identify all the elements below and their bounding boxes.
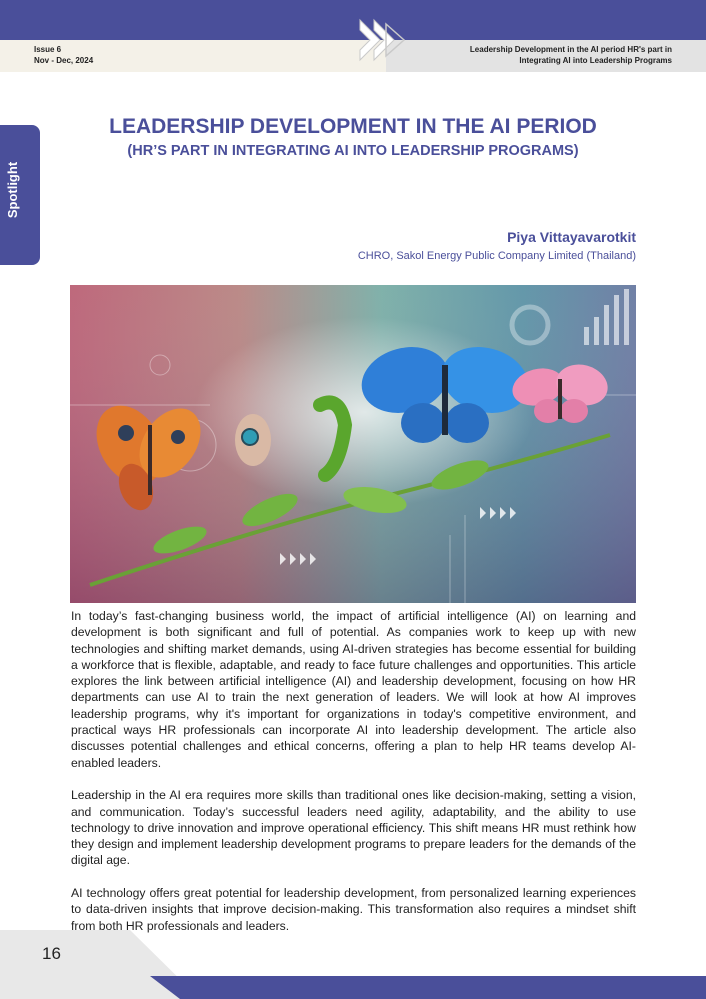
issue-date: Nov - Dec, 2024 [34,56,94,65]
section-tab-label: Spotlight [5,161,20,219]
article-subtitle: (HR’S PART IN INTEGRATING AI INTO LEADERSHIP PROGRAMS) [127,143,579,159]
hero-illustration [70,285,636,603]
page-number: 16 [42,944,61,963]
running-title-line2: Integrating AI into Leadership Programs [519,56,672,65]
article-title: LEADERSHIP DEVELOPMENT IN THE AI PERIOD [109,115,597,138]
section-tab [0,125,40,265]
issue-info [34,44,93,66]
running-title-line1: Leadership Development in the AI period HR's part in [469,45,672,54]
author-affiliation: CHRO, Sakol Energy Public Company Limited (Thailand) [357,250,636,262]
body-paragraph-1: In today’s fast-changing business world, the impact of artificial intelligence (AI) on learning and development is both significant and full of potential. As companies work to keep up with new technologies and shifting market demands, using AI-driven strategies has become essential for building a workforce that is flexible, adaptable, and ready to face future challenges and opportunities. This article explores the link between artificial intelligence (AI) and leadership development, focusing on how HR departments can use AI to train the next generation of leaders. We will look at how AI improves leadership programs, why it's important for organizations in today's competitive environment, and practical ways HR professionals can incorporate AI into leadership development. The article also discusses potential challenges and ethical concerns, offering a plan to help HR teams develop AI-enabled leaders. [71,609,636,770]
body-paragraph-2: Leadership in the AI era requires more skills than traditional ones like decision-making, setting a vision, and communication. Today’s successful leaders need agility, adaptability, and the ability to use technology to drive innovation and improve operational efficiency. This shift means HR must rethink how they design and implement leadership development programs to prepare leaders for the demands of the digital age. [71,788,636,868]
top-band [0,0,706,40]
article-body [71,608,636,950]
body-paragraph-3: AI technology offers great potential for leadership development, from personalized learning experiences to data-driven insights that improve decision-making. This transformation also requires a mindset shift from both HR professionals and leaders. [71,886,636,933]
author-name: Piya Vittayavarotkit [507,229,636,245]
running-title [412,44,672,66]
chevron-logo-icon [358,16,410,64]
footer-band [150,976,706,999]
issue-number: Issue 6 [34,45,62,54]
